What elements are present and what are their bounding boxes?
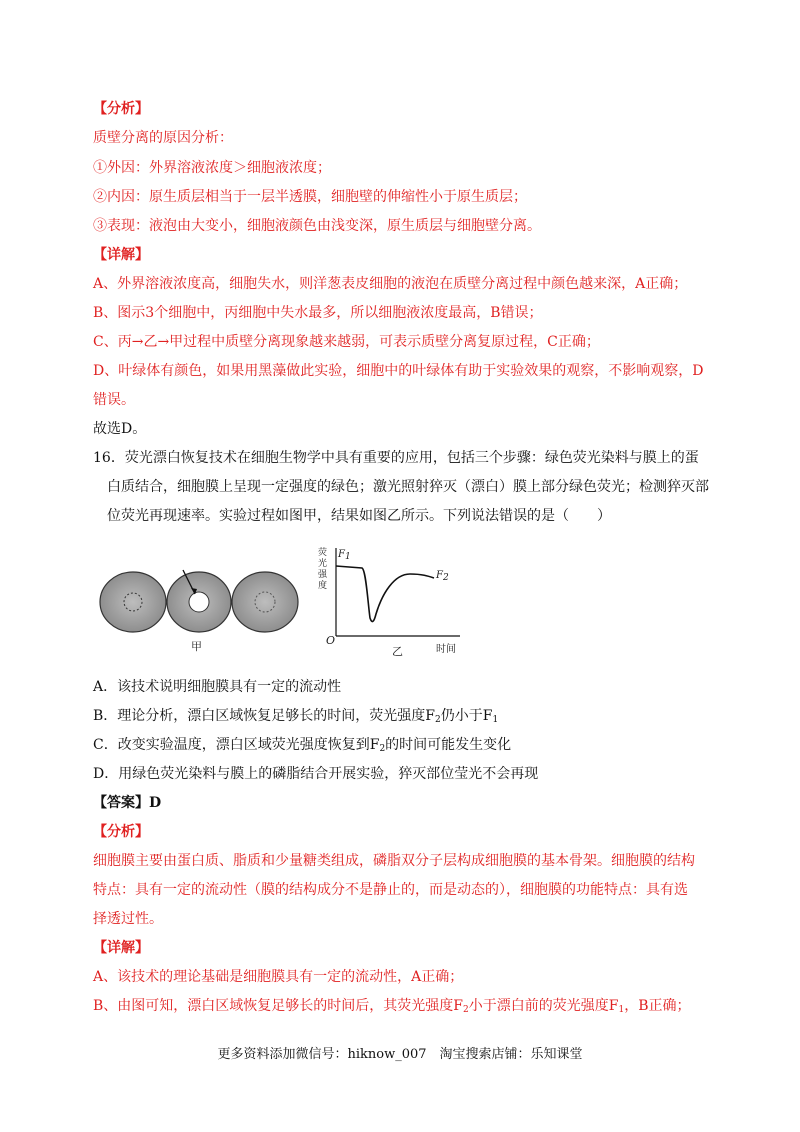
y-axis-label: 荧 光 强 度: [318, 548, 328, 591]
detail-line-d-cont: 错误。: [93, 392, 135, 408]
answer: 【答案】D: [93, 795, 162, 811]
analysis2-line-2: 特点：具有一定的流动性（膜的结构成分不是静止的，而是动态的），细胞膜的功能特点：具有选: [93, 882, 688, 898]
x-axis-label: 时间: [436, 644, 456, 655]
f2-label: $F_2$: [436, 570, 449, 583]
fluorescence-curve: [336, 566, 434, 621]
analysis-point-2: ②内因：原生质层相当于一层半透膜，细胞壁的伸缩性小于原生质层；: [93, 189, 527, 205]
detail-heading: 【详解】: [93, 247, 149, 263]
page-footer: 更多资料添加微信号：hiknow_007 淘宝搜索店铺：乐知课堂: [217, 1047, 583, 1062]
analysis2-line-1: 细胞膜主要由蛋白质、脂质和少量糖类组成，磷脂双分子层构成细胞膜的基本骨架。细胞膜的结构: [93, 853, 695, 869]
detail-line-d: D、叶绿体有颜色，如果用黑藻做此实验，细胞中的叶绿体有助于实验效果的观察，不影响观察，D: [93, 363, 704, 379]
option-a: A．该技术说明细胞膜具有一定的流动性: [93, 679, 342, 695]
analysis-point-3: ③表现：液泡由大变小，细胞液颜色由浅变深，原生质层与细胞壁分离。: [93, 218, 541, 234]
option-b: B．理论分析，漂白区域恢复足够长的时间，荧光强度$F_2$仍小于$F_1$: [93, 708, 499, 725]
cell-2: [167, 570, 231, 632]
figure-fluorescence-curve: [312, 544, 472, 659]
origin-label: O: [326, 634, 336, 647]
detail-line-a: A、外界溶液浓度高，细胞失水，则洋葱表皮细胞的液泡在质壁分离过程中颜色越来深，A正确；: [93, 276, 688, 292]
detail2-heading: 【详解】: [93, 940, 149, 956]
detail2-line-b: B、由图可知，漂白区域恢复足够长的时间后，其荧光强度$F_2$小于漂白前的荧光强度$F_1$，B正确；: [93, 998, 691, 1015]
cell-1: [100, 572, 166, 632]
analysis-intro: 质壁分离的原因分析：: [93, 130, 233, 146]
detail2-line-a: A、该技术的理论基础是细胞膜具有一定的流动性，A正确；: [93, 969, 464, 985]
analysis2-line-3: 择透过性。: [93, 911, 163, 927]
cell-3: [232, 572, 298, 632]
analysis2-heading: 【分析】: [93, 824, 149, 840]
analysis-point-1: ①外因：外界溶液浓度＞细胞液浓度；: [93, 160, 331, 176]
question-stem-line-3: 位荧光再现速率。实验过程如图甲，结果如图乙所示。下列说法错误的是（ ）: [107, 508, 611, 524]
option-c: C．改变实验温度，漂白区域荧光强度恢复到$F_2$的时间可能发生变化: [93, 737, 512, 754]
option-d: D．用绿色荧光染料与膜上的磷脂结合开展实验，猝灭部位莹光不会再现: [93, 766, 539, 782]
question-stem-line-1: 16．荧光漂白恢复技术在细胞生物学中具有重要的应用，包括三个步骤：绿色荧光染料与膜上的蛋: [93, 450, 699, 466]
detail-line-c: C、丙→乙→甲过程中质壁分离现象越来越弱，可表示质壁分离复原过程，C正确；: [93, 334, 600, 350]
figure-cells: [95, 560, 305, 660]
figure-b-label: 乙: [392, 645, 403, 658]
question-stem-line-2: 白质结合，细胞膜上呈现一定强度的绿色；激光照射猝灭（漂白）膜上部分绿色荧光；检测猝灭部: [107, 479, 709, 495]
detail-conclusion: 故选D。: [93, 421, 147, 437]
analysis-heading: 【分析】: [93, 101, 149, 117]
f1-label: $F_1$: [338, 549, 351, 562]
detail-line-b: B、图示3个细胞中，丙细胞中失水最多，所以细胞液浓度最高，B错误；: [93, 305, 543, 321]
figure-a-label: 甲: [191, 640, 202, 653]
